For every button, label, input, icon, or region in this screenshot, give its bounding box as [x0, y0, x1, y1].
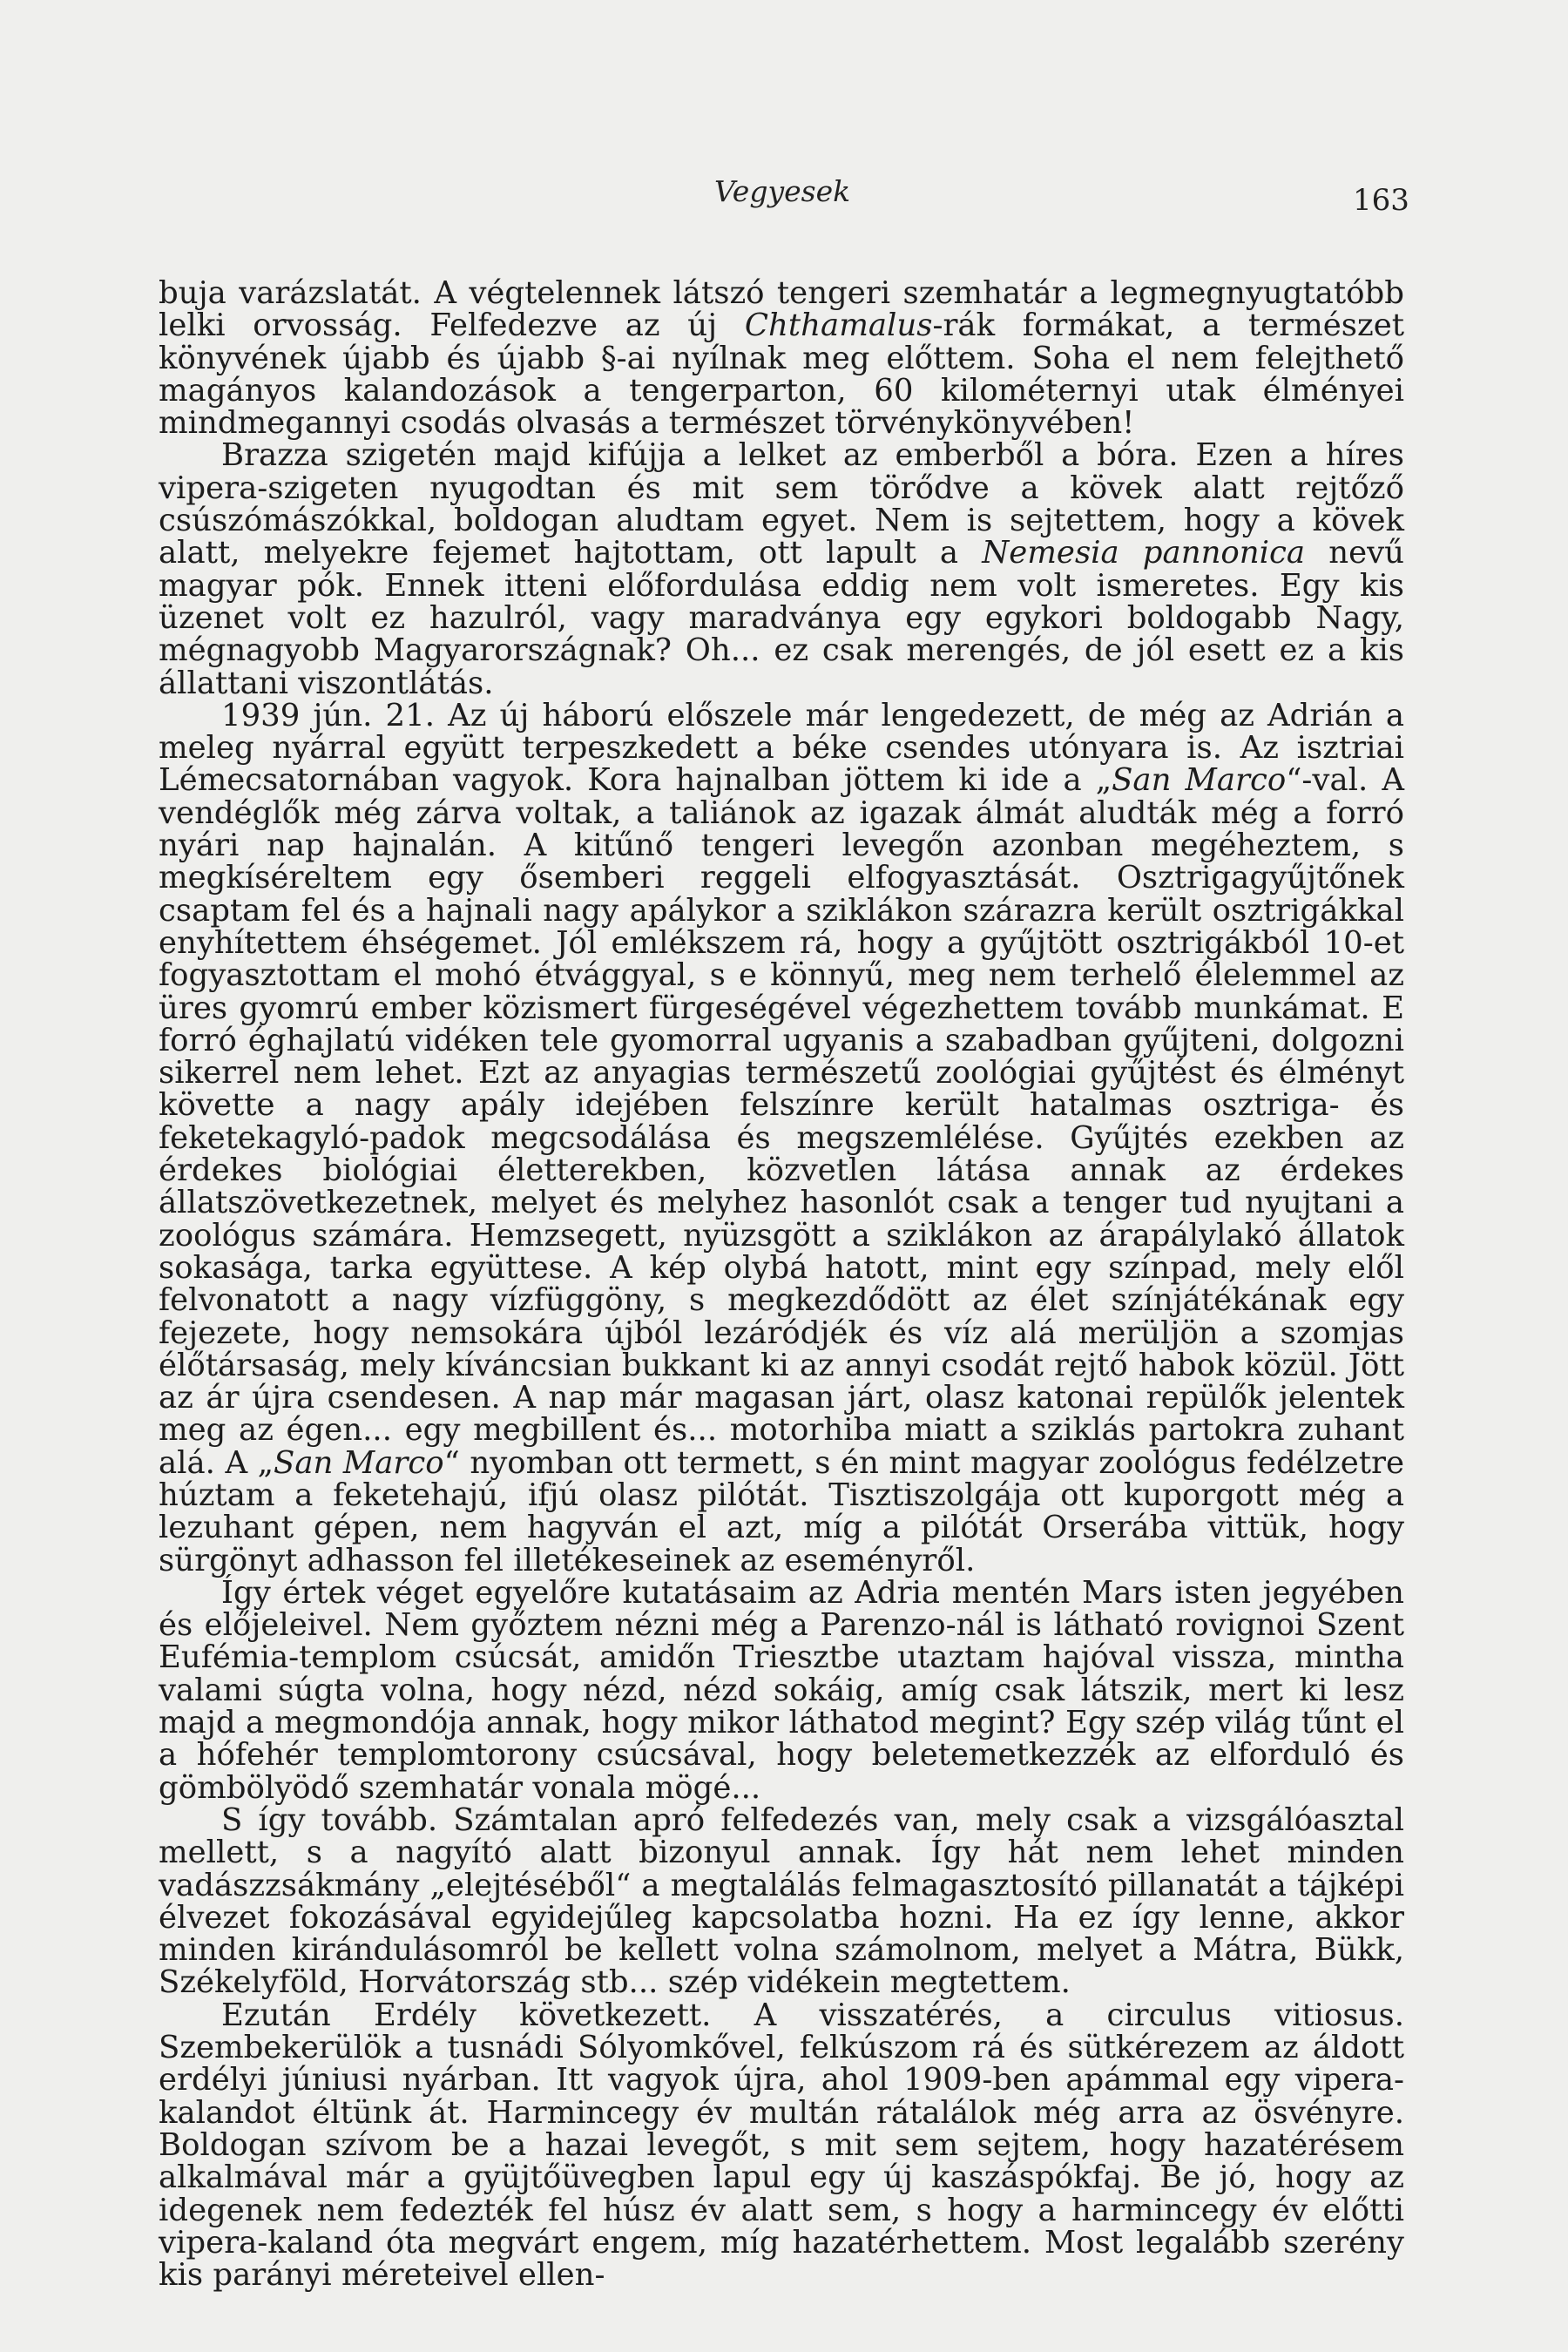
text-run: nevű magyar pók. Ennek itteni előfordulása eddig nem volt ismeretes. Egy kis üzenet volt ez hazulról, vagy maradványa egy egykori boldogabb Nagy, mégnagyobb Magyarországnak? Oh... ez csak merengés, de jól esett ez a kis állattani viszontlátás. — [159, 535, 1404, 701]
paragraph — [159, 439, 1404, 699]
text-run: “-val. A vendéglők még zárva voltak, a taliánok az igazak álmát aludták még a forró nyári nap hajnalán. A kitűnő tengeri levegőn azonban megéheztem, s megkíséreltem egy ősemberi reggeli elfogyasztását. Osztrigagyűjtőnek csaptam fel és a hajnali nagy apálykor a sziklákon szárazra került osztrigákkal enyhítettem éhségemet. Jól emlékszem rá, hogy a gyűjtött osztrigákból 10-et fogyasztottam el mohó étvággyal, s e könnyű, meg nem terhelő élelemmel az üres gyomrú ember közismert fürgeségével végezhettem tovább munkámat. E forró éghajlatú vidéken tele gyomorral ugyanis a szabadban gyűjteni, dolgozni sikerrel nem lehet. Ezt az anyagias természetű zoológiai gyűjtést és élményt követte a nagy apály idejében felszínre került hatalmas osztriga- és feketekagyló-padok megcsodálása és megszemlélése. Gyűjtés ezekben az érdekes biológiai életterekben, közvetlen látása annak az érdekes állatszövetkezetnek, melyet és melyhez hasonlót csak a tenger tud nyujtani a zoológus számára. Hemzsegett, nyüzsgött a sziklákon az árapálylakó állatok sokasága, tarka együttese. A kép olybá hatott, mint egy színpad, mely elől felvonatott a nagy vízfüggöny, s megkezdődött az élet színjátékának egy fejezete, hogy nemsokára újból lezáródjék és víz alá merüljön a szomjas élőtársaság, mely kíváncsian bukkant ki az annyi csodát rejtő habok közül. Jött az ár újra csendesen. A nap már magasan járt, olasz katonai repülők jelentek meg az égen... egy megbillent és... motorhiba miatt a sziklás partokra zuhant alá. A „ — [159, 762, 1404, 1481]
paragraph — [159, 1999, 1404, 2292]
text-run: -rák formákat, a természet könyvének újabb és újabb §-ai nyílnak meg előttem. Soha el nem felejthető magányos kalandozások a tengerparton, 60 kilométernyi utak élményei mindmegannyi csodás olvasás a természet törvénykönyvében! — [159, 308, 1405, 442]
italic-term: Nemesia pannonica — [982, 535, 1306, 571]
running-head: Vegyesek — [714, 174, 851, 208]
italic-term: Chthamalus — [744, 308, 933, 344]
text-run: Brazza szigetén majd kifújja a lelket az emberből a bóra. Ezen a híres vipera-szigeten nyugodtan és mit sem törődve a kövek alatt rejtőző csúszómászókkal, boldogan aludtam egyet. Nem is sejtettem, hogy a kövek alatt, melyekre fejemet hajtottam, ott lapult a — [159, 437, 1404, 571]
text-run: Így értek véget egyelőre kutatásaim az Adria mentén Mars isten jegyében és előjeleivel. Nem győztem nézni még a Parenzo-nál is látható rovignoi Szent Eufémia-templom csúcsát, amidőn Triesztbe utaztam hajóval vissza, mintha valami súgta volna, hogy nézd, nézd sokáig, amíg csak látszik, mert ki lesz majd a megmondója annak, hogy mikor láthatod megint? Egy szép világ tűnt el a hófehér templomtorony csúcsával, hogy beletemetkezzék az elforduló és gömbölyödő szemhatár vonala mögé... — [159, 1574, 1404, 1806]
paragraph — [159, 275, 1405, 442]
text-run: “ nyomban ott termett, s én mint magyar zoológus fedélzetre húztam a feketehajú, ifjú olasz pilótát. Tisztiszolgája ott kuporgott még a lezuhant gépen, nem hagyván el azt, míg a pilótát Orserába vittük, hogy sürgönyt adhasson fel illetékeseinek az eseményről. — [159, 1444, 1404, 1578]
text-run: Ezután Erdély következett. A visszatérés, a circulus vitiosus. Szembekerülök a tusnádi Sólyomkővel, felkúszom rá és sütkérezem az áldott erdélyi júniusi nyárban. Itt vagyok újra, ahol 1909-ben apámmal egy vipera-kalandot éltünk át. Harmincegy év multán rátalálok még arra az ösvényre. Boldogan szívom be a hazai levegőt, s mit sem sejtem, hogy hazatérésem alkalmával már a gyüjtőüvegben lapul egy új kaszáspókfaj. Be jó, hogy az idegenek nem fedezték fel húsz év alatt sem, s hogy a harmincegy év előtti vipera-kaland óta megvárt engem, míg hazatérhettem. Most legalább szerény kis parányi méreteivel ellen- — [159, 1997, 1404, 2294]
text-run: 1939 jún. 21. Az új háború előszele már lengedezett, de még az Adrián a meleg nyárral együtt terpeszkedett a béke csendes utónyara is. Az isztriai Lémecsatornában vagyok. Kora hajnalban jöttem ki ide a „ — [159, 697, 1404, 799]
text-run: buja varázslatát. A végtelennek látszó tengeri szemhatár a legmegnyugtatóbb lelki orvosság. Felfedezve az új — [159, 275, 1404, 344]
body-text — [159, 275, 1405, 2294]
text-run: S így tovább. Számtalan apró felfedezés van, mely csak a vizsgálóasztal mellett, s a nagyító alatt bizonyul annak. Így hát nem lehet minden vadászzsákmány „elejtéséből“ a megtalálás felmagasztosító pillanatát a tájképi élvezet fokozásával egyidejűleg kapcsolatba hozni. Ha ez így lenne, akkor minden kirándulásomról be kellett volna számolnom, melyet a Mátra, Bükk, Székelyföld, Horvátország stb... szép vidékein megtettem. — [159, 1801, 1404, 2001]
paragraph — [159, 1574, 1404, 1806]
page-number: 163 — [1353, 183, 1409, 218]
italic-term: San Marco — [1112, 762, 1287, 799]
paragraph — [159, 697, 1404, 1578]
italic-term: San Marco — [274, 1444, 444, 1481]
paragraph — [159, 1801, 1404, 2001]
